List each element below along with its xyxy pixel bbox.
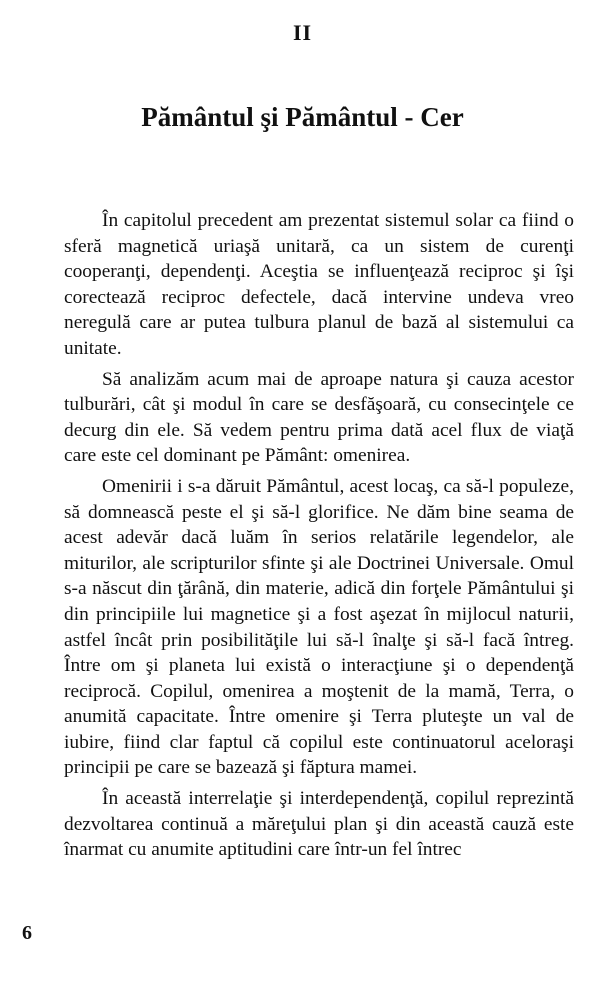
paragraph-1: În capitolul precedent am prezentat sistemul solar ca fiind o sferă magnetică uriaşă unitară, ca un sistem de curenţi cooperanţi, dependenţi. Aceştia se influenţează reciproc şi îşi corectează reciproc defectele, dacă intervine undeva vreo neregulă care ar putea tulbura planul de bază al sistemului ca unitate. (64, 210, 574, 359)
paragraph-4: În această interrelaţie şi interdependenţă, copilul reprezintă dezvoltarea continuă a măreţului plan şi din această cauză este înarmat cu anumite aptitudini care într-un fel întrec (64, 788, 574, 861)
chapter-title: Pământul şi Pământul - Cer (141, 102, 464, 132)
paragraph-3: Omenirii i s-a dăruit Pământul, acest locaş, ca să-l populeze, să domnească peste el şi să-l glorifice. Ne dăm bine seama de acest adevăr dacă luăm în serios relatările legendelor, ale miturilor, ale scripturilor sfinte şi ale Doctrinei Universale. Omul s-a născut din ţărână, din materie, adică din forţele Pământului şi din principiile lui magnetice şi a fost aşezat în mijlocul naturii, astfel încât prin posibilităţile lui să-l înalţe şi să-l facă întreg. Între om şi planeta lui există o interacţiune şi o dependenţă reciprocă. Copilul, omenirea a moştenit de la mamă, Terra, o anumită capacitate. Între omenire şi Terra pluteşte un val de iubire, fiind clar faptul că copilul este continuatorul aceloraşi principii pe care se bazează şi făptura mamei. (64, 475, 574, 779)
chapter-number: II (292, 20, 313, 45)
page-number: 6 (22, 922, 32, 944)
body-text (64, 208, 574, 868)
paragraph-2: Să analizăm acum mai de aproape natura şi cauza acestor tulburări, cât şi modul în care se desfăşoară, cu consecinţele ce decurg din ele. Să vedem pentru prima dată acel flux de viaţă care este cel dominant pe Pământ: omenirea. (64, 368, 574, 467)
